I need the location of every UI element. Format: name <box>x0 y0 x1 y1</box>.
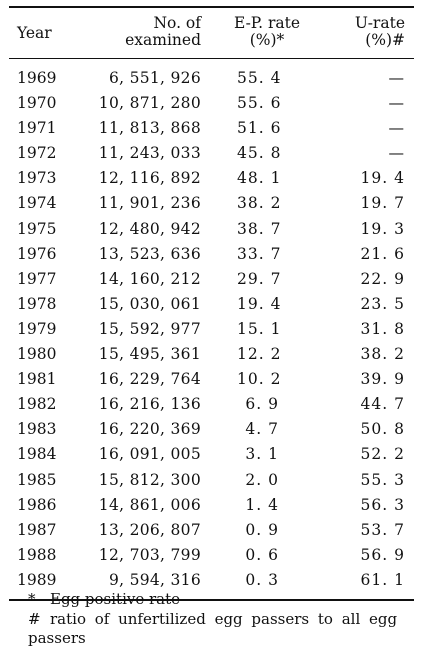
cell-examined: 9, 594, 316 <box>108 570 201 589</box>
cell-ep-rate: 33. 7 <box>237 244 282 263</box>
cell-year: 1985 <box>17 470 57 489</box>
cell-examined: 10, 871, 280 <box>98 94 201 113</box>
table-row <box>9 166 414 191</box>
cell-year: 1983 <box>17 420 57 439</box>
cell-year: 1979 <box>17 319 57 338</box>
header-u-rate <box>355 15 405 49</box>
cell-u-rate: 55. 3 <box>360 470 405 489</box>
cell-ep-rate: 15. 1 <box>237 319 282 338</box>
table-row <box>9 267 414 292</box>
cell-u-rate: 44. 7 <box>360 395 405 414</box>
cell-year: 1982 <box>17 395 57 414</box>
cell-year: 1973 <box>17 169 57 188</box>
cell-examined: 11, 901, 236 <box>98 194 201 213</box>
cell-ep-rate: 55. 6 <box>237 94 282 113</box>
footnote-hash-mark: # <box>28 609 41 628</box>
cell-u-rate: — <box>388 69 405 87</box>
table-row <box>9 242 414 267</box>
cell-ep-rate: 1. 4 <box>245 495 279 514</box>
cell-ep-rate: 19. 4 <box>237 294 282 313</box>
footnote-hash-text-line2: passers <box>28 629 86 647</box>
header-u-line1: U-rate <box>354 14 405 32</box>
cell-examined: 12, 116, 892 <box>98 169 201 188</box>
cell-year: 1971 <box>17 119 57 138</box>
cell-year: 1988 <box>17 545 57 564</box>
cell-u-rate: 56. 3 <box>360 495 405 514</box>
cell-ep-rate: 38. 2 <box>237 194 282 213</box>
cell-examined: 16, 229, 764 <box>98 370 201 389</box>
cell-examined: 14, 160, 212 <box>98 269 201 288</box>
cell-year: 1974 <box>17 194 57 213</box>
table-row <box>9 342 414 367</box>
cell-ep-rate: 3. 1 <box>245 445 279 464</box>
cell-u-rate: 19. 4 <box>360 169 405 188</box>
cell-year: 1976 <box>17 244 57 263</box>
header-examined <box>125 15 201 49</box>
cell-u-rate: 23. 5 <box>360 294 405 313</box>
cell-year: 1978 <box>17 294 57 313</box>
cell-examined: 14, 861, 006 <box>98 495 201 514</box>
cell-u-rate: — <box>388 144 405 163</box>
cell-examined: 15, 812, 300 <box>98 470 201 489</box>
cell-u-rate: 22. 9 <box>360 269 405 288</box>
cell-ep-rate: 4. 7 <box>245 420 279 439</box>
cell-ep-rate: 0. 6 <box>245 545 279 564</box>
table-row <box>9 493 414 518</box>
cell-ep-rate: 29. 7 <box>237 269 282 288</box>
table-row <box>9 317 414 342</box>
cell-examined: 11, 243, 033 <box>98 144 201 163</box>
header-u-line2: (%)# <box>365 31 405 49</box>
header-ep-rate <box>228 15 306 49</box>
footnote-hash-text-line1: ratio of unfertilized egg passers to all egg <box>50 609 398 628</box>
cell-year: 1986 <box>17 495 57 514</box>
cell-year: 1972 <box>17 144 57 163</box>
table-row <box>9 116 414 141</box>
cell-year: 1980 <box>17 345 57 364</box>
cell-examined: 13, 523, 636 <box>98 244 201 263</box>
header-year: Year <box>17 24 52 42</box>
cell-examined: 16, 220, 369 <box>98 420 201 439</box>
header-ep-line2: (%)* <box>249 31 285 49</box>
cell-year: 1984 <box>17 445 57 464</box>
cell-u-rate: 31. 8 <box>360 319 405 338</box>
cell-u-rate: — <box>388 94 405 113</box>
cell-year: 1969 <box>17 69 57 87</box>
table-row <box>9 191 414 216</box>
footnote-star <box>28 590 400 610</box>
cell-year: 1987 <box>17 520 57 539</box>
cell-examined: 13, 206, 807 <box>98 520 201 539</box>
data-table <box>9 6 414 601</box>
cell-ep-rate: 2. 0 <box>245 470 279 489</box>
cell-year: 1977 <box>17 269 57 288</box>
cell-ep-rate: 0. 3 <box>245 570 279 589</box>
cell-u-rate: 19. 7 <box>360 194 405 213</box>
footnote-star-text: Egg positive rate <box>50 590 181 608</box>
table-row <box>9 367 414 392</box>
table-body <box>9 59 414 599</box>
cell-examined: 15, 030, 061 <box>98 294 201 313</box>
cell-u-rate: 39. 9 <box>360 370 405 389</box>
cell-ep-rate: 12. 2 <box>237 345 282 364</box>
table-row <box>9 292 414 317</box>
cell-u-rate: 50. 8 <box>360 420 405 439</box>
footnote-hash <box>28 610 400 649</box>
cell-u-rate: 21. 6 <box>360 244 405 263</box>
cell-ep-rate: 55. 4 <box>237 69 282 87</box>
table-row <box>9 392 414 417</box>
table-row <box>9 543 414 568</box>
table-row <box>9 66 414 91</box>
cell-ep-rate: 10. 2 <box>237 370 282 389</box>
cell-ep-rate: 38. 7 <box>237 219 282 238</box>
cell-ep-rate: 51. 6 <box>237 119 282 138</box>
cell-year: 1981 <box>17 370 57 389</box>
table-row <box>9 141 414 166</box>
table-header <box>9 8 414 58</box>
cell-year: 1989 <box>17 570 57 589</box>
table-row <box>9 417 414 442</box>
header-examined-line1: No. of <box>153 14 201 32</box>
footnote-star-mark: * <box>28 590 36 608</box>
cell-u-rate: 38. 2 <box>360 345 405 364</box>
cell-examined: 11, 813, 868 <box>98 119 201 138</box>
table-row <box>9 91 414 116</box>
cell-u-rate: 19. 3 <box>360 219 405 238</box>
cell-examined: 6, 551, 926 <box>108 69 201 87</box>
cell-ep-rate: 48. 1 <box>237 169 282 188</box>
cell-u-rate: 61. 1 <box>360 570 405 589</box>
cell-examined: 15, 592, 977 <box>98 319 201 338</box>
table-row <box>9 442 414 467</box>
cell-u-rate: 56. 9 <box>360 545 405 564</box>
header-ep-line1: E-P. rate <box>233 14 301 32</box>
header-examined-line2: examined <box>125 31 201 49</box>
cell-ep-rate: 45. 8 <box>237 144 282 163</box>
cell-examined: 16, 091, 005 <box>98 445 201 464</box>
cell-examined: 12, 480, 942 <box>98 219 201 238</box>
cell-u-rate: — <box>388 119 405 138</box>
cell-u-rate: 52. 2 <box>360 445 405 464</box>
cell-examined: 15, 495, 361 <box>98 345 201 364</box>
table-row <box>9 217 414 242</box>
table-row <box>9 468 414 493</box>
cell-ep-rate: 0. 9 <box>245 520 279 539</box>
cell-year: 1970 <box>17 94 57 113</box>
cell-ep-rate: 6. 9 <box>245 395 279 414</box>
cell-examined: 16, 216, 136 <box>98 395 201 414</box>
table-row <box>9 518 414 543</box>
cell-year: 1975 <box>17 219 57 238</box>
cell-examined: 12, 703, 799 <box>98 545 201 564</box>
cell-u-rate: 53. 7 <box>360 520 405 539</box>
footnotes <box>28 590 400 649</box>
